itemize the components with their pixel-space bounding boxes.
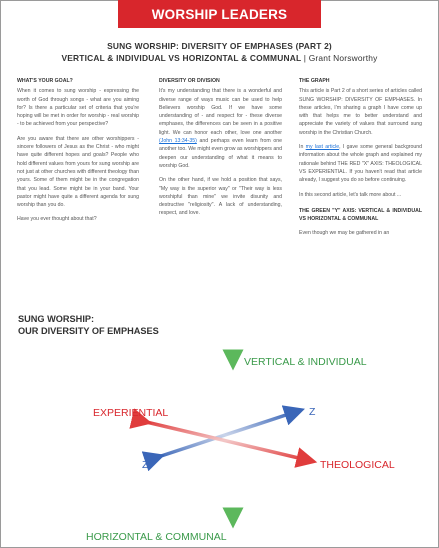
axes-diagram	[0, 300, 439, 548]
column-left	[17, 77, 139, 230]
last-article-link[interactable]: my last article	[305, 144, 340, 151]
section-banner: WORSHIP LEADERS	[118, 0, 321, 28]
paragraph-text: and perhaps even learn from one another too. We might even grow as worshippers and deepen our understanding of what it means to worship God.	[159, 138, 282, 169]
subtitle-text: VERTICAL & INDIVIDUAL VS HORIZONTAL & COMMUNAL	[61, 53, 302, 63]
paragraph: This article is Part 2 of a short series of articles called SUNG WORSHIP: DIVERSITY OF EMPHASES. In these articles, I'm sharing a graph I have come up with that helps me to better understand and appreciate the variety of values that surround sung worship in the Christian Church.	[299, 88, 422, 136]
paragraph: In this second article, let's talk more about ...	[299, 191, 402, 198]
column-right	[299, 77, 422, 244]
paragraph: Even though we may be gathered in an	[299, 230, 390, 237]
paragraph-text: It's my understanding that there is a wonderful and diverse range of ways music can be used to help Believers worship God. If we have some understanding of - and respect for - these diverse emphases, the differences can be seen in a positive light. We can honor each other, love one another	[159, 88, 282, 136]
paragraph	[159, 87, 282, 170]
paragraph	[299, 143, 422, 184]
label-z-bottom: Z	[142, 459, 149, 471]
label-vertical-individual: VERTICAL & INDIVIDUAL	[244, 356, 367, 368]
subheading: THE GREEN "Y" AXIS: VERTICAL & INDIVIDUAL VS HORIZONTAL & COMMUNAL	[299, 207, 422, 223]
article-subtitle	[0, 53, 439, 63]
label-horizontal-communal: HORIZONTAL & COMMUNAL	[86, 531, 227, 543]
author-byline: | Grant Norsworthy	[301, 53, 378, 63]
label-theological: THEOLOGICAL	[320, 459, 395, 471]
label-experiential: EXPERIENTIAL	[93, 407, 169, 419]
paragraph: On the other hand, if we hold a position that says, "My way is the superior way" or "Their way is less worshipful than mine" we invite disunity and destructive "religiosity". A lack of understanding, respect, and love.	[159, 177, 282, 217]
paragraph-text: , I gave some general background information about the whole graph and explained my rationale behind THE RED "X" AXIS: THEOLOGICAL VS EXPERIENTIAL. If you haven't read that article already, I suggest you do so before continuing.	[299, 144, 422, 184]
column-middle	[159, 77, 282, 224]
label-z-top: Z	[309, 406, 316, 418]
paragraph: Are you aware that there are other worshippers - sincere followers of Jesus as the Christ - who might have quite different hopes and goals? People who hold different values from yours for sung worship are not just at other churches with different theology than yours. Some of them might be in the congregation that you lead. Some might be in your band. Your pastor might have quite a different agenda for sung worship than you do.	[17, 135, 139, 209]
column-heading: DIVERSITY OR DIVISION	[159, 78, 220, 84]
scripture-link[interactable]: (John 13:34-35)	[159, 138, 197, 145]
column-heading: WHAT'S YOUR GOAL?	[17, 78, 73, 84]
paragraph: Have you ever thought about that?	[17, 216, 97, 223]
paragraph: When it comes to sung worship - expressing the worth of God through songs - what are you aiming for? Is there a particular set of criteria that you're hoping will be met in order for worship - real worship - to be achieved from your perspective?	[17, 88, 139, 128]
diagram-title-line1: SUNG WORSHIP:	[18, 314, 95, 324]
paragraph-text: In	[299, 144, 306, 151]
diagram-title-line2: OUR DIVERSITY OF EMPHASES	[18, 326, 159, 336]
column-heading: THE GRAPH	[299, 78, 330, 84]
article-title: SUNG WORSHIP: DIVERSITY OF EMPHASES (PART 2)	[107, 41, 332, 51]
